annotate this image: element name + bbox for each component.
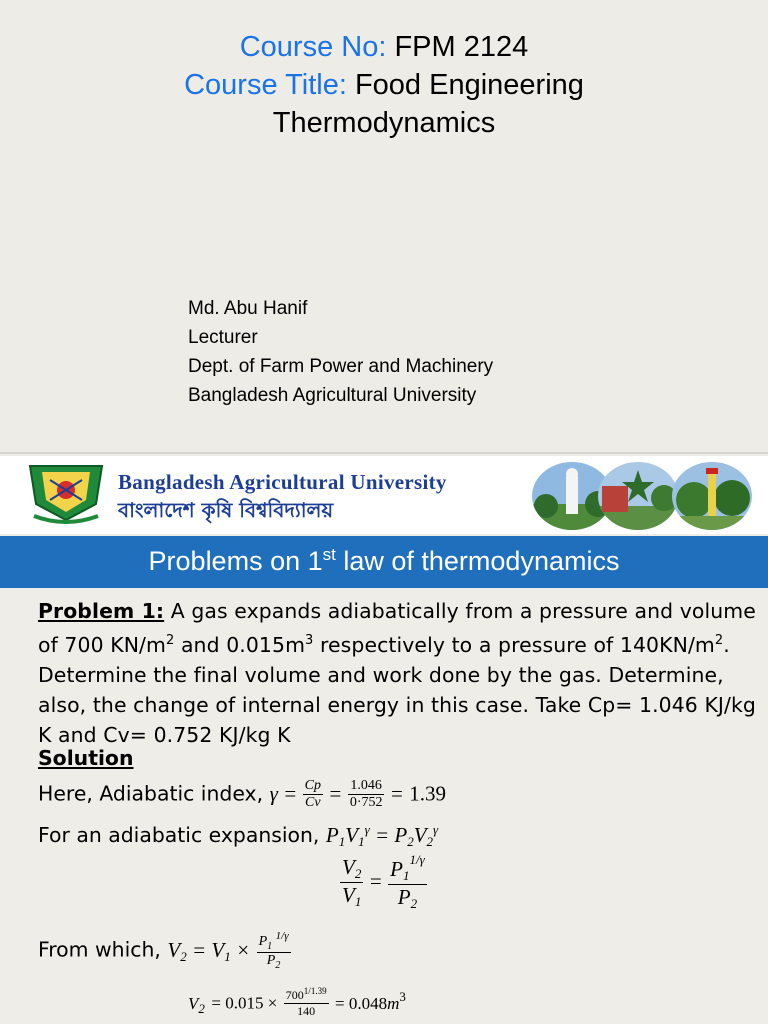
problem-statement: Problem 1: A gas expands adiabatically from a pressure and volume of 700 $KN/m^2$ and $0.015m^3$ respectively to a pressure of $140KN/m^2$. Determine the final volume and work done by the gas. Determine, also, the change of internal energy in this case. Take Cp= 1.046 KJ/kg K and Cv= 0.752 KJ/kg K xyxy=(38,599,756,747)
course-title-line xyxy=(0,66,768,104)
slide-heading-sup: st xyxy=(322,545,336,564)
adiabatic-expansion-line: For an adiabatic expansion, $P1V1^\gamma = P2V2^\gamma$ xyxy=(38,822,439,849)
campus-photo-3 xyxy=(672,462,752,530)
volume-ratio-equation: $\frac{V2}{V1}$ = $\frac{P1^{1/\gamma}}{P2}$ xyxy=(342,852,425,911)
course-title-label: Course Title: xyxy=(184,69,347,101)
from-which-text: From which, xyxy=(38,937,168,962)
problem-label: Problem 1: xyxy=(38,599,165,623)
university-logo-icon xyxy=(20,460,112,526)
course-title-value: Food Engineering xyxy=(354,69,584,101)
author-university: Bangladesh Agricultural University xyxy=(188,385,477,406)
campus-photo-2 xyxy=(598,462,678,530)
course-no-label: Course No: xyxy=(239,31,387,63)
adiabatic-expansion-text: For an adiabatic expansion, xyxy=(38,823,326,847)
university-bengali-name: বাংলাদেশ কৃষি বিশ্ববিদ্যালয় xyxy=(118,498,334,522)
gamma-value: 1.39 xyxy=(409,781,447,806)
cp-over-cv-fraction: $\frac{Cp}{Cv}$ xyxy=(304,778,321,810)
slide-heading xyxy=(0,545,768,577)
v2-result-line: $V_2 = 0.015$ × $\frac{700^{1/1.39}}{140}$ = $0.048m^3$ xyxy=(188,986,406,1018)
course-heading xyxy=(0,28,768,142)
solution-label: Solution xyxy=(38,746,134,770)
problem-text-part-2: and 0.015m xyxy=(174,632,306,657)
course-title-line-2: Thermodynamics xyxy=(272,107,496,139)
slide-divider xyxy=(0,452,768,454)
adiabatic-index-text: Here, Adiabatic index, xyxy=(38,781,270,806)
course-no-value: FPM 2124 xyxy=(394,31,529,63)
problem-text-part-4: . Determine the final volume and work done by the gas. Determine, also, the change of internal energy in this case. Take Cp= 1.046 KJ/kg K and Cv= 0.752 KJ/kg K xyxy=(38,632,756,747)
author-department: Dept. of Farm Power and Machinery xyxy=(188,356,494,377)
university-english-name: Bangladesh Agricultural University xyxy=(118,470,447,494)
from-which-line: From which, V2 = V1 × $\frac{P_1 ^{1/\gamma}}{P_2}$ xyxy=(38,930,289,971)
v2-result-value: 0.048 xyxy=(348,993,388,1013)
v1-value: 0.015 xyxy=(225,993,264,1013)
problem-text-part-3: respectively to a pressure of 140KN/m xyxy=(313,632,715,657)
course-no-line xyxy=(0,28,768,66)
author-position: Lecturer xyxy=(188,327,258,348)
adiabatic-index-line: Here, Adiabatic index, γ = $\frac{Cp}{Cv}$ = $\frac{1.046}{0\cdot 752}$ = 1.39 xyxy=(38,778,447,810)
slide-heading-suffix: law of thermodynamics xyxy=(335,546,620,576)
author-block xyxy=(188,294,493,410)
slide-heading-prefix: Problems on 1 xyxy=(148,546,323,576)
problem-text-part-1: A gas expands adiabatically from a pressure and volume of 700 KN/m xyxy=(38,599,756,657)
author-name: Md. Abu Hanif xyxy=(188,298,308,319)
numeric-ratio-fraction: $\frac{1.046}{0\cdot 752}$ xyxy=(349,778,383,810)
